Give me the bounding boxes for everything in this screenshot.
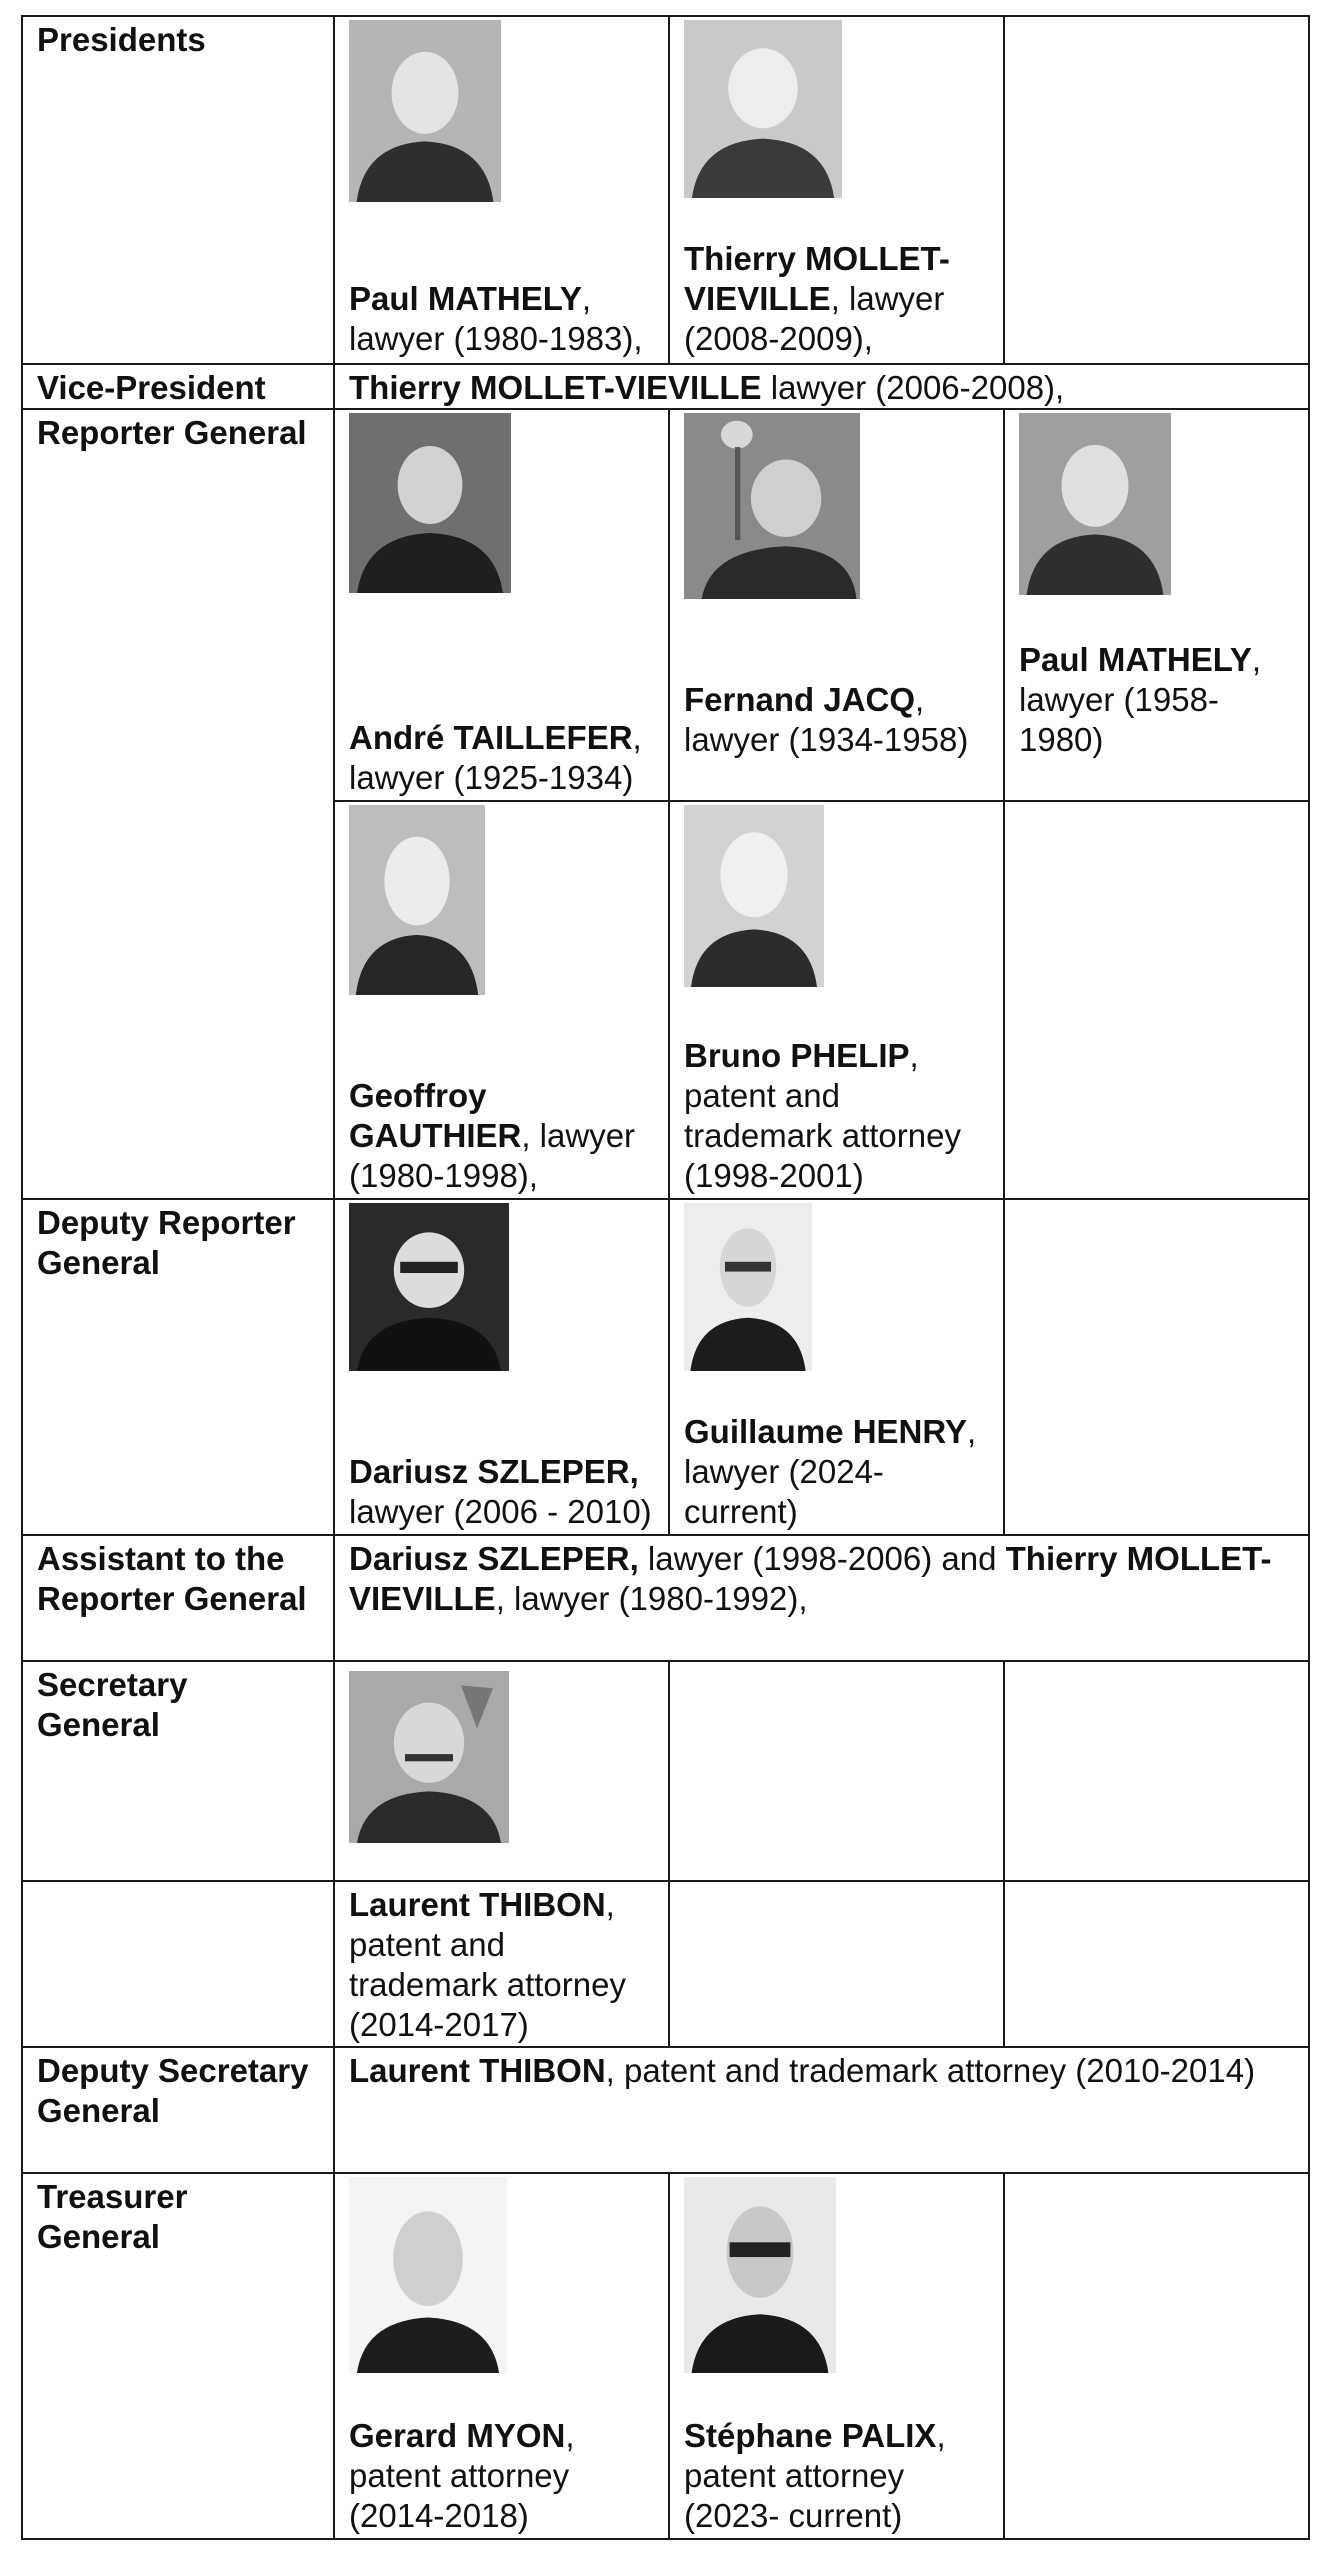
row-deputy-reporter-general [22, 1199, 1309, 1535]
person-name: Geoffroy GAUTHIER [349, 1077, 522, 1154]
row-assistant-reporter-general [22, 1535, 1309, 1661]
label-treasurer-general: Treasurer General [22, 2173, 334, 2539]
empty-cell [1004, 801, 1309, 1199]
cell-bruno-phelip [669, 801, 1004, 1199]
cell-fernand-jacq [669, 409, 1004, 801]
person-name: Dariusz SZLEPER, [349, 1453, 639, 1490]
portrait-silhouette-icon [349, 413, 511, 593]
cell-vice-president [334, 364, 1309, 409]
cell-stephane-palix [669, 2173, 1004, 2539]
person-name: Dariusz SZLEPER, [349, 1540, 639, 1577]
person-detail: , patent and trademark attorney (1998-2001) [684, 1037, 961, 1194]
person-name: Fernand JACQ [684, 681, 916, 718]
person-detail: , lawyer (1925-1934) [349, 719, 642, 796]
person-detail: lawyer (2006-2008), [761, 369, 1065, 406]
row-vice-president [22, 364, 1309, 409]
portrait-silhouette-icon [684, 20, 842, 198]
person-name: Bruno PHELIP [684, 1037, 910, 1074]
portrait-silhouette-icon [684, 1203, 812, 1371]
officers-table [21, 15, 1310, 2540]
label-deputy-reporter-general: Deputy Reporter General [22, 1199, 334, 1535]
portrait-photo [349, 805, 485, 995]
portrait-silhouette-icon [684, 2177, 836, 2373]
person-name: Paul MATHELY [349, 280, 582, 317]
portrait-photo [349, 2177, 507, 2373]
cell-dariusz-szleper [334, 1199, 669, 1535]
cell-laurent-thibon-photo [334, 1661, 669, 1881]
cell-gerard-myon [334, 2173, 669, 2539]
cell-assistant-reporter-general [334, 1535, 1309, 1661]
label-assistant-reporter-general: Assistant to the Reporter General [22, 1535, 334, 1661]
portrait-photo [684, 805, 824, 987]
cell-geoffroy-gauthier [334, 801, 669, 1199]
person-name: Paul MATHELY [1019, 641, 1252, 678]
person-detail: , lawyer (2008-2009), [684, 280, 945, 357]
empty-cell [22, 1881, 334, 2047]
row-reporter-general [22, 409, 1309, 801]
portrait-silhouette-icon [684, 805, 824, 987]
person-detail: , patent attorney (2014-2018) [349, 2417, 575, 2534]
empty-cell [1004, 1661, 1309, 1881]
label-secretary-general: Secretary General [22, 1661, 334, 1881]
person-detail: , lawyer (1934-1958) [684, 681, 969, 758]
label-reporter-general: Reporter General [22, 409, 334, 1199]
person-name: André TAILLEFER [349, 719, 633, 756]
portrait-photo [349, 1203, 509, 1371]
portrait-photo [684, 2177, 836, 2373]
cell-paul-mathely [334, 16, 669, 364]
empty-cell [1004, 16, 1309, 364]
person-detail: , patent and trademark attorney (2014-2017) [349, 1886, 626, 2043]
person-detail: , patent and trademark attorney (2010-2014) [605, 2052, 1256, 2089]
label-deputy-secretary-general: Deputy Secretary General [22, 2047, 334, 2173]
portrait-photo [349, 413, 511, 593]
person-detail: , lawyer (2024- current) [684, 1413, 977, 1530]
portrait-silhouette-icon [349, 1203, 509, 1371]
person-name: Guillaume HENRY [684, 1413, 967, 1450]
portrait-photo [1019, 413, 1171, 595]
empty-cell [1004, 2173, 1309, 2539]
portrait-silhouette-icon [1019, 413, 1171, 595]
person-detail: , lawyer (1980-1992), [495, 1580, 808, 1617]
row-secretary-general [22, 1661, 1309, 1881]
portrait-silhouette-icon [349, 20, 501, 202]
person-name: Stéphane PALIX [684, 2417, 937, 2454]
label-vice-president: Vice-President [22, 364, 334, 409]
person-name: Gerard MYON [349, 2417, 566, 2454]
person-name: Thierry MOLLET-VIEVILLE [349, 369, 762, 406]
row-secretary-general-caption [22, 1881, 1309, 2047]
cell-thierry-mollet-vieville [669, 16, 1004, 364]
portrait-silhouette-icon [349, 805, 485, 995]
portrait-photo [684, 20, 842, 198]
row-treasurer-general [22, 2173, 1309, 2539]
person-detail: , patent attorney (2023- current) [684, 2417, 946, 2534]
empty-cell [669, 1661, 1004, 1881]
row-deputy-secretary-general [22, 2047, 1309, 2173]
cell-laurent-thibon-caption [334, 1881, 669, 2047]
person-name: Laurent THIBON [349, 2052, 606, 2089]
portrait-photo [684, 413, 860, 599]
person-name: Thierry MOLLET-VIEVILLE [684, 240, 950, 317]
person-name: Laurent THIBON [349, 1886, 606, 1923]
person-detail: , lawyer (1980-1998), [349, 1117, 636, 1194]
person-detail: lawyer (2006 - 2010) [349, 1493, 652, 1530]
person-detail: , lawyer (1958-1980) [1019, 641, 1262, 758]
cell-andre-taillefer [334, 409, 669, 801]
person-detail: , lawyer (1980-1983), [349, 280, 643, 357]
empty-cell [669, 1881, 1004, 2047]
portrait-silhouette-icon [349, 2177, 507, 2373]
empty-cell [1004, 1881, 1309, 2047]
portrait-silhouette-icon [349, 1671, 509, 1843]
row-presidents [22, 16, 1309, 364]
cell-paul-mathely-reporter [1004, 409, 1309, 801]
portrait-silhouette-icon [684, 413, 860, 599]
portrait-photo [684, 1203, 812, 1371]
cell-deputy-secretary-general [334, 2047, 1309, 2173]
label-presidents: Presidents [22, 16, 334, 364]
person-detail: lawyer (1998-2006) and [638, 1540, 1006, 1577]
portrait-photo [349, 20, 501, 202]
cell-guillaume-henry [669, 1199, 1004, 1535]
empty-cell [1004, 1199, 1309, 1535]
portrait-photo [349, 1671, 509, 1843]
person-name: Thierry MOLLET-VIEVILLE [349, 1540, 1272, 1617]
